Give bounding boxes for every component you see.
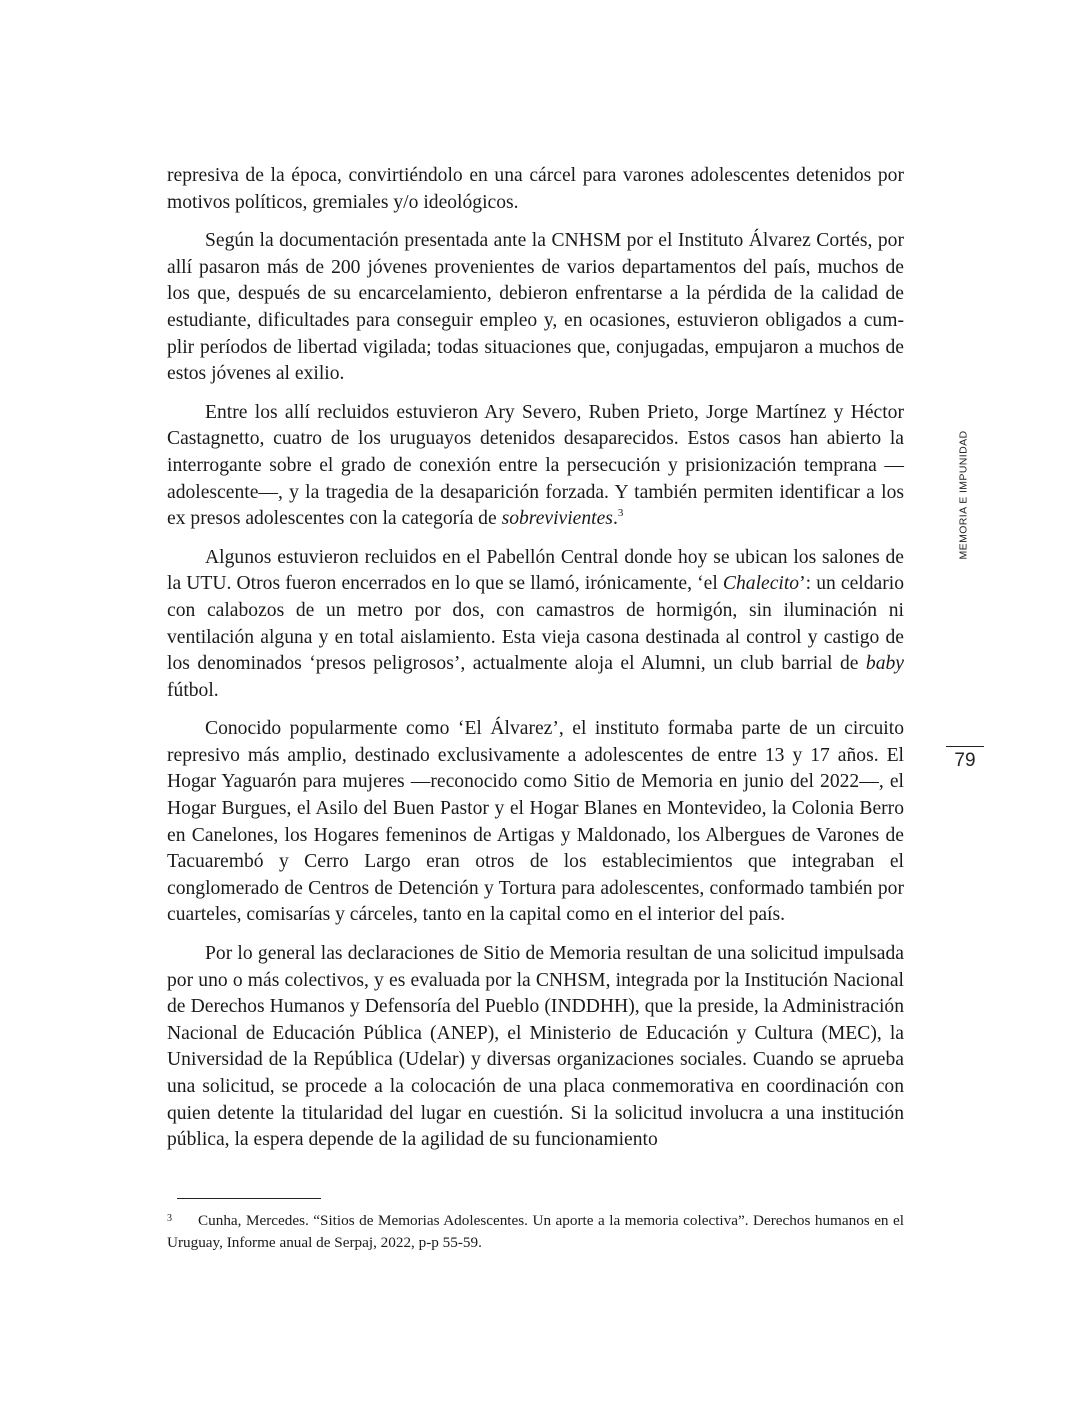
running-head [953,420,973,570]
italic-term: Chalecito [722,573,800,595]
paragraph-3: Entre los allí recluidos estuvieron Ary Severo, Ruben Prieto, Jorge Martínez y Héctor Castagnetto, cuatro de los uruguayos detenidos desaparecidos. Estos casos han abierto la interrogante sobre el grado de conexión entre la persecución y prisionización temprana —adolescente—, y la tragedia de la desaparición forzada. Y también permiten identificar a los ex presos adolescentes con la categoría de sobrevivientes.$^3$ [167,401,904,530]
footnote-separator [177,1198,321,1199]
footnote-number: 3 [167,1213,172,1224]
paragraph-4: Algunos estuvieron recluidos en el Pabellón Central donde hoy se ubican los salones de la UTU. Otros fueron encerrados en lo que se llamó, irónicamente, ‘el Chalecito’: un celdario con calabozos de un metro por dos, con camastros de hormigón, sin iluminación ni ventilación alguna y en total aislamiento. Esta vieja casona destinada al control y castigo de los denominados ‘presos peligrosos’, actualmente aloja el Alumni, un club barrial de baby fútbol. [167,546,904,701]
page-number-rule [946,746,984,747]
running-head-text: MEMORIA E IMPUNIDAD [957,430,970,560]
footnote [167,1208,904,1254]
paragraph-2: Según la documentación presentada ante la CNHSM por el Instituto Álvarez Cortés, por allí pasaron más de 200 jóvenes provenientes de varios departamentos del país, muchos de los que, después de su encarcelamiento, debieron enfrentarse a la pérdida de la calidad de estudiante, dificultades para conseguir empleo y, en ocasiones, estuvieron obligados a cumplir períodos de libertad vigilada; todas situaciones que, conjugadas, empujaron a muchos de estos jóvenes al exilio. [167,230,904,385]
footnote-text: Cunha, Mercedes. “Sitios de Memorias Adolescentes. Un aporte a la memoria colectiva”. Derechos humanos en el Uruguay, Informe anual de Serpaj, 2022, p-p 55-59. [167,1212,904,1251]
italic-term: baby [865,653,904,675]
italic-term: sobrevivientes [501,508,613,530]
paragraph-1: represiva de la época, convirtiéndolo en una cárcel para varones adolescentes detenidos por motivos políticos, gremiales y/o ideológicos. [167,165,904,213]
paragraph-6: Por lo general las declaraciones de Sitio de Memoria resultan de una solicitud impulsada por uno o más colectivos, y es evaluada por la CNHSM, integrada por la Institución Nacional de Derechos Humanos y Defensoría del Pueblo (INDDHH), que la preside, la Administración Nacional de Educación Pública (ANEP), el Ministerio de Educación y Cultura (MEC), la Universidad de la República (Udelar) y diversas organizaciones sociales. Cuando se aprueba una solicitud, se procede a la colocación de una placa conmemorativa en coordinación con quien detente la titularidad del lugar en cuestión. Si la solicitud involucra a una institución pública, la espera depende de la agilidad de su funcionamiento [167,943,904,1151]
main-text [167,163,904,1166]
page-number: 79 [954,750,976,771]
footnote-reference[interactable]: 3 [617,507,624,520]
paragraph-5: Conocido popularmente como ‘El Álvarez’, el instituto formaba parte de un circuito represivo más amplio, destinado exclusivamente a adolescentes de entre 13 y 17 años. El Hogar Yaguarón para mujeres —reconocido como Sitio de Memoria en junio del 2022—, el Hogar Burgues, el Asilo del Buen Pastor y el Hogar Blanes en Montevideo, la Colonia Berro en Canelones, los Hogares femeninos de Artigas y Maldonado, los Albergues de Varones de Tacuarembó y Cerro Largo eran otros de los establecimientos que integraban el conglomerado de Centros de Detención y Tortura para adolescentes, conformado también por cuarteles, comisarías y cárceles, tanto en la capital como en el interior del país. [167,718,904,926]
